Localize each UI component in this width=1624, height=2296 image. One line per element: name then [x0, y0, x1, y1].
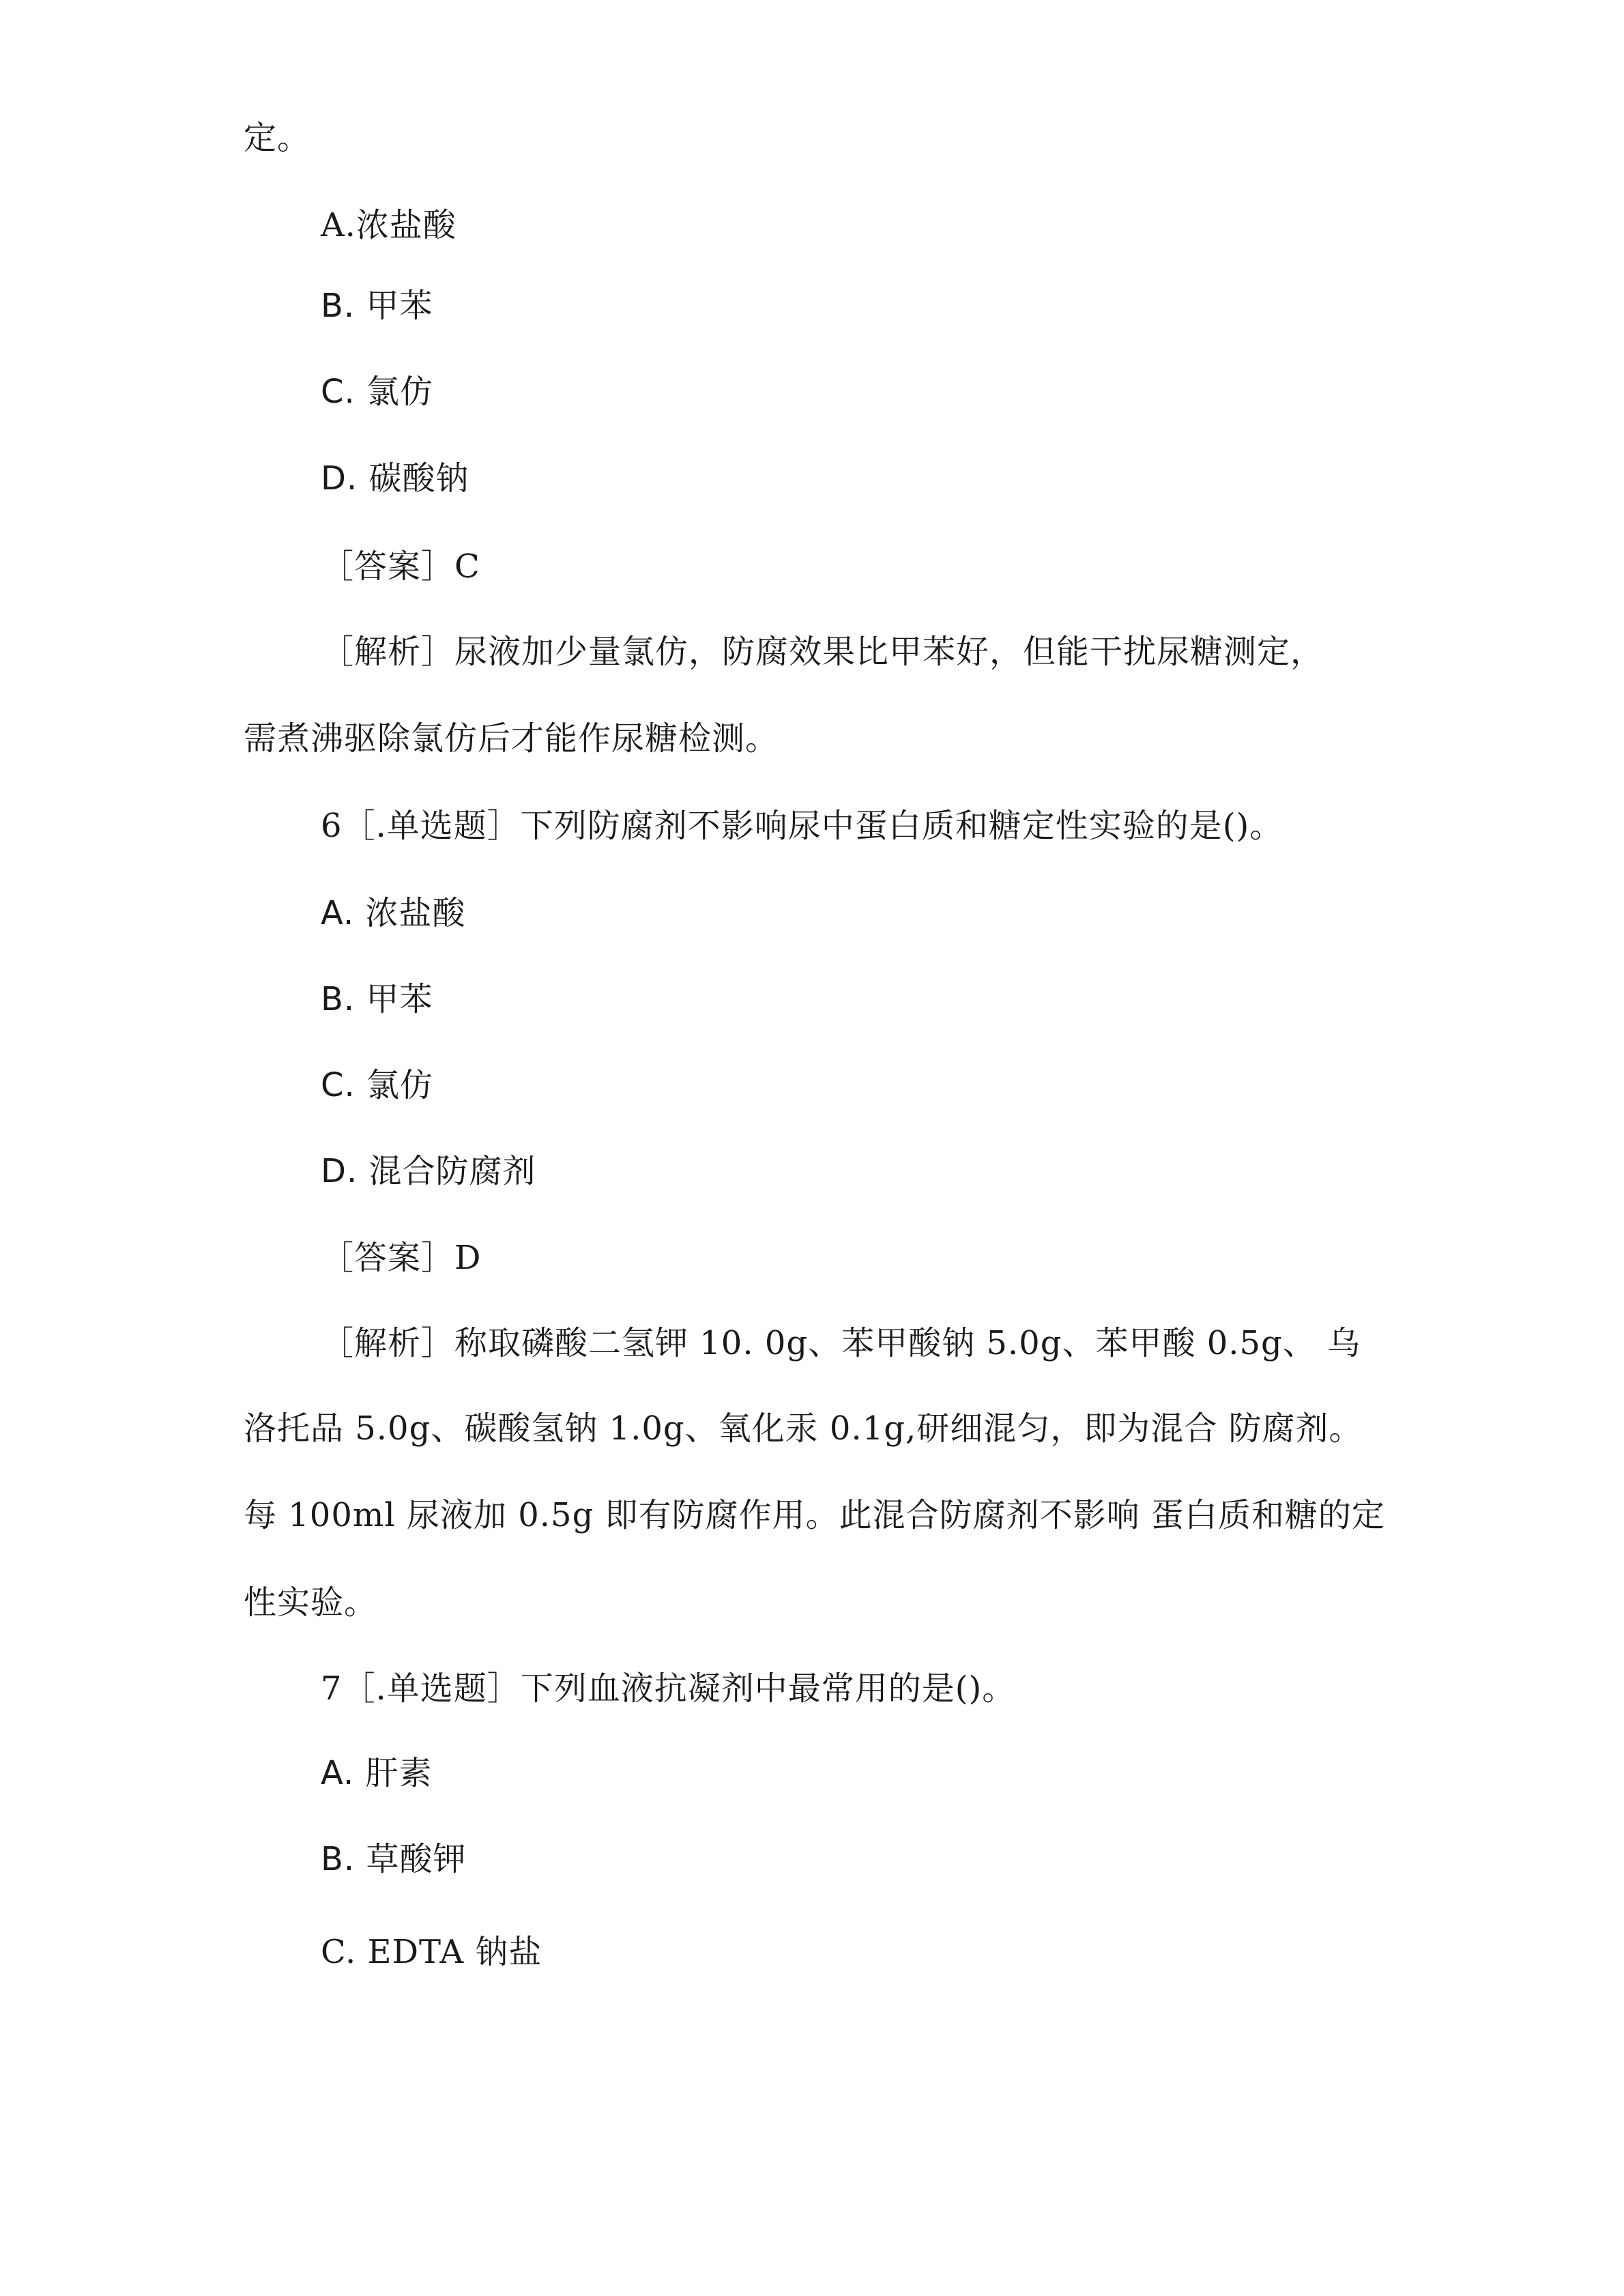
question-6-option-c: C. 氯仿: [321, 1066, 434, 1104]
question-6-analysis-line-4: 性实验。: [244, 1583, 378, 1622]
question-6-analysis-line-2: 洛托品 5.0g、碳酸氢钠 1.0g、氧化汞 0.1g,研细混匀，即为混合 防腐剂。: [244, 1409, 1363, 1448]
question-7-stem: 7［.单选题］下列血液抗凝剂中最常用的是()。: [321, 1669, 1016, 1708]
question-5-option-c: C. 氯仿: [321, 373, 434, 411]
question-6-option-b: B. 甲苯: [321, 980, 433, 1018]
question-5-option-b: B. 甲苯: [321, 287, 433, 325]
question-7-option-b: B. 草酸钾: [321, 1840, 467, 1878]
question-7-option-c: C. EDTA 钠盐: [321, 1933, 542, 1971]
question-6-option-a: A. 浓盐酸: [321, 894, 466, 932]
question-6-analysis-line-1: ［解析］称取磷酸二氢钾 10. 0g、苯甲酸钠 5.0g、苯甲酸 0.5g、 乌: [321, 1324, 1361, 1362]
question-5-option-d: D. 碳酸钠: [321, 459, 469, 498]
question-6-answer: ［答案］D: [321, 1239, 482, 1277]
question-5-analysis-line-2: 需煮沸驱除氯仿后才能作尿糖检测。: [244, 719, 779, 758]
question-6-analysis-line-3: 每 100ml 尿液加 0.5g 即有防腐作用。此混合防腐剂不影响 蛋白质和糖的定: [244, 1496, 1385, 1534]
question-5-answer: ［答案］C: [321, 547, 480, 586]
question-7-option-a: A. 肝素: [321, 1754, 433, 1792]
question-6-stem: 6［.单选题］下列防腐剂不影响尿中蛋白质和糖定性实验的是()。: [321, 807, 1284, 845]
question-6-option-d: D. 混合防腐剂: [321, 1152, 536, 1190]
question-5-option-a: A.浓盐酸: [321, 206, 456, 244]
question-5-analysis-line-1: ［解析］尿液加少量氯仿，防腐效果比甲苯好，但能干扰尿糖测定，: [321, 633, 1324, 671]
question-5-stem-tail: 定。: [244, 119, 311, 157]
